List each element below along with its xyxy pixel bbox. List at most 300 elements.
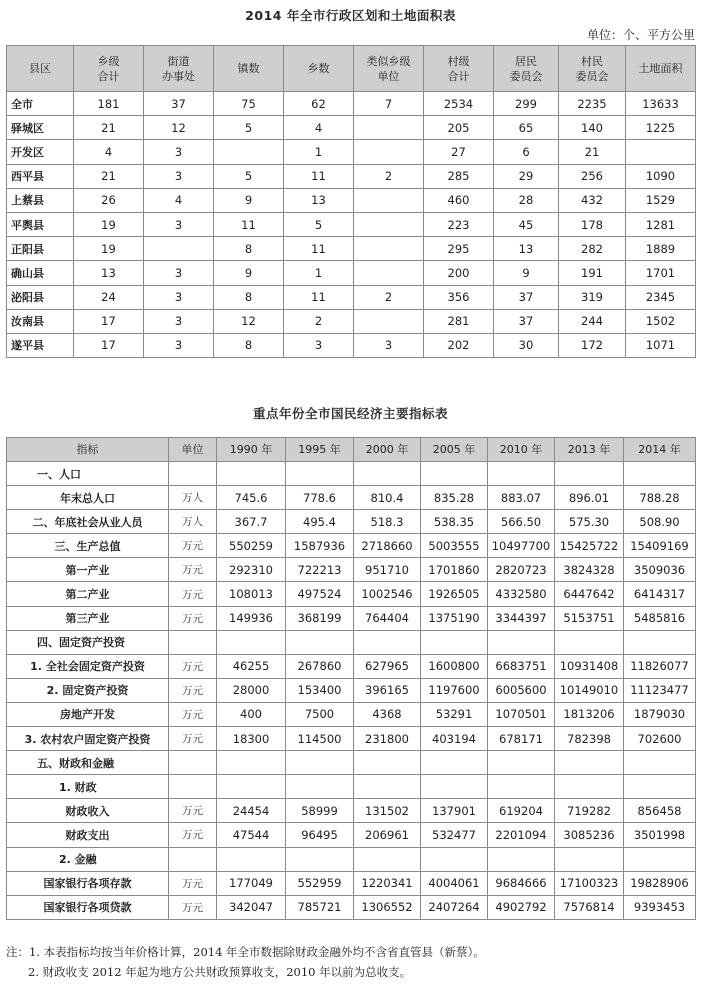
table-cell: 299 xyxy=(494,92,559,116)
table-row xyxy=(7,261,696,285)
table-cell xyxy=(286,847,354,871)
table-row xyxy=(7,534,696,558)
header-text: 办事处 xyxy=(162,69,195,83)
table-cell: 1889 xyxy=(626,237,696,261)
table-cell: 5153751 xyxy=(555,606,624,630)
table-cell xyxy=(217,847,286,871)
table-cell: 678171 xyxy=(488,727,555,751)
table-cell: 75 xyxy=(214,92,284,116)
table2-header-cell: 2013 年 xyxy=(555,438,624,462)
header-text: 合计 xyxy=(447,69,470,83)
table-cell: 15409169 xyxy=(624,534,696,558)
unit-cell: 万元 xyxy=(169,799,217,823)
table-cell: 295 xyxy=(424,237,494,261)
table-cell: 432 xyxy=(559,188,626,212)
table-cell: 3 xyxy=(144,309,214,333)
table-cell: 178 xyxy=(559,212,626,236)
table-cell: 835.28 xyxy=(421,486,488,510)
county-name-cell: 驿城区 xyxy=(7,116,74,140)
table-cell: 1926505 xyxy=(421,582,488,606)
table-cell: 202 xyxy=(424,333,494,357)
table-cell: 244 xyxy=(559,309,626,333)
table-cell xyxy=(286,751,354,775)
table-cell xyxy=(217,751,286,775)
table-cell: 367.7 xyxy=(217,510,286,534)
table-cell: 4902792 xyxy=(488,895,555,919)
table-cell: 778.6 xyxy=(286,486,354,510)
table-cell: 137901 xyxy=(421,799,488,823)
table1-header-cell xyxy=(626,46,696,92)
table-cell xyxy=(354,237,424,261)
county-name-cell: 遂平县 xyxy=(7,333,74,357)
header-text: 委员会 xyxy=(575,69,609,83)
table-cell: 9 xyxy=(214,188,284,212)
table-row xyxy=(7,237,696,261)
table-cell: 356 xyxy=(424,285,494,309)
table-cell: 2534 xyxy=(424,92,494,116)
table-cell: 518.3 xyxy=(354,510,421,534)
table-row xyxy=(7,582,696,606)
unit-cell: 万元 xyxy=(169,895,217,919)
table-cell xyxy=(624,847,696,871)
table-cell: 396165 xyxy=(354,678,421,702)
table-cell: 2 xyxy=(354,164,424,188)
indicator-name-cell: 年末总人口 xyxy=(7,486,169,510)
table-cell: 7576814 xyxy=(555,895,624,919)
indicator-name-cell: 二、年底社会从业人员 xyxy=(7,510,169,534)
table-cell: 18300 xyxy=(217,727,286,751)
table-cell xyxy=(354,140,424,164)
unit-cell: 万元 xyxy=(169,871,217,895)
table-row xyxy=(7,558,696,582)
header-text: 委员会 xyxy=(509,69,543,83)
table-cell: 17 xyxy=(74,309,144,333)
table-cell: 566.50 xyxy=(488,510,555,534)
table-cell: 6683751 xyxy=(488,654,555,678)
table1-header-cell xyxy=(144,46,214,92)
table-cell xyxy=(286,462,354,486)
table-cell xyxy=(626,140,696,164)
table-cell: 495.4 xyxy=(286,510,354,534)
table-cell: 368199 xyxy=(286,606,354,630)
table-cell xyxy=(488,751,555,775)
table1-header-cell xyxy=(7,46,74,92)
table-cell xyxy=(354,847,421,871)
table-cell xyxy=(488,462,555,486)
table-row xyxy=(7,486,696,510)
table-cell: 282 xyxy=(559,237,626,261)
table-cell: 6 xyxy=(494,140,559,164)
table-row xyxy=(7,212,696,236)
header-text: 乡级 xyxy=(97,54,120,68)
table-cell xyxy=(421,462,488,486)
table-cell: 7 xyxy=(354,92,424,116)
economic-indicators-table xyxy=(6,437,696,920)
county-name-cell: 全市 xyxy=(7,92,74,116)
table-cell: 4004061 xyxy=(421,871,488,895)
table-cell: 223 xyxy=(424,212,494,236)
table2-header-cell: 2000 年 xyxy=(354,438,421,462)
table-cell xyxy=(354,116,424,140)
table-cell: 231800 xyxy=(354,727,421,751)
table-row xyxy=(7,140,696,164)
table-cell: 2345 xyxy=(626,285,696,309)
table-cell: 131502 xyxy=(354,799,421,823)
table-cell: 281 xyxy=(424,309,494,333)
table-cell: 10149010 xyxy=(555,678,624,702)
table-cell: 37 xyxy=(494,309,559,333)
table-cell: 550259 xyxy=(217,534,286,558)
table-cell xyxy=(555,847,624,871)
county-name-cell: 平舆县 xyxy=(7,212,74,236)
table-row xyxy=(7,116,696,140)
table-cell: 619204 xyxy=(488,799,555,823)
table-cell: 1502 xyxy=(626,309,696,333)
table-cell xyxy=(354,751,421,775)
table-cell: 28000 xyxy=(217,678,286,702)
table-cell: 292310 xyxy=(217,558,286,582)
indicator-name-cell: 第二产业 xyxy=(7,582,169,606)
table-cell: 1002546 xyxy=(354,582,421,606)
table-cell: 11 xyxy=(284,164,354,188)
table-cell: 13 xyxy=(74,261,144,285)
table-cell: 256 xyxy=(559,164,626,188)
table-row xyxy=(7,751,696,775)
table-cell: 3 xyxy=(144,140,214,164)
table-cell: 342047 xyxy=(217,895,286,919)
table-cell: 58999 xyxy=(286,799,354,823)
unit-cell: 万元 xyxy=(169,702,217,726)
table1-header-cell xyxy=(494,46,559,92)
header-text: 合计 xyxy=(97,69,120,83)
indicator-name-cell: 国家银行各项存款 xyxy=(7,871,169,895)
table-cell: 810.4 xyxy=(354,486,421,510)
table-cell: 4332580 xyxy=(488,582,555,606)
table-cell: 3 xyxy=(144,261,214,285)
table-cell: 856458 xyxy=(624,799,696,823)
table-cell xyxy=(354,261,424,285)
table-cell: 17 xyxy=(74,333,144,357)
table-cell xyxy=(214,140,284,164)
table-cell: 403194 xyxy=(421,727,488,751)
table-cell: 30 xyxy=(494,333,559,357)
county-name-cell: 开发区 xyxy=(7,140,74,164)
indicator-name-cell: 1. 全社会固定资产投资 xyxy=(7,654,169,678)
table2-header-cell: 单位 xyxy=(169,438,217,462)
table-cell: 96495 xyxy=(286,823,354,847)
table-cell: 1 xyxy=(284,140,354,164)
indicator-name-cell: 四、固定资产投资 xyxy=(7,630,169,654)
table-cell: 319 xyxy=(559,285,626,309)
table-cell xyxy=(354,775,421,799)
table-cell: 1225 xyxy=(626,116,696,140)
table-cell: 2718660 xyxy=(354,534,421,558)
table-cell: 153400 xyxy=(286,678,354,702)
table-cell: 17100323 xyxy=(555,871,624,895)
table-cell: 3 xyxy=(144,164,214,188)
table-cell: 785721 xyxy=(286,895,354,919)
table-cell: 10931408 xyxy=(555,654,624,678)
table-cell: 2235 xyxy=(559,92,626,116)
table1-header-cell xyxy=(74,46,144,92)
county-name-cell: 汝南县 xyxy=(7,309,74,333)
table-row xyxy=(7,285,696,309)
table-cell: 8 xyxy=(214,285,284,309)
unit-cell: 万元 xyxy=(169,582,217,606)
header-text: 镇数 xyxy=(237,62,260,75)
table-cell: 53291 xyxy=(421,702,488,726)
table-cell: 24 xyxy=(74,285,144,309)
table-cell: 1701 xyxy=(626,261,696,285)
unit-cell: 万人 xyxy=(169,486,217,510)
table-cell: 4 xyxy=(74,140,144,164)
indicator-name-cell: 三、生产总值 xyxy=(7,534,169,558)
table-cell: 4 xyxy=(284,116,354,140)
county-name-cell: 西平县 xyxy=(7,164,74,188)
unit-cell: 万元 xyxy=(169,823,217,847)
indicator-name-cell: 第一产业 xyxy=(7,558,169,582)
table-cell: 11826077 xyxy=(624,654,696,678)
table-cell: 8 xyxy=(214,237,284,261)
county-name-cell: 确山县 xyxy=(7,261,74,285)
table-cell: 460 xyxy=(424,188,494,212)
footnote-2: 2. 财政收支 2012 年起为地方公共财政预算收支，2010 年以前为总收支。 xyxy=(28,965,412,979)
table-cell: 1813206 xyxy=(555,702,624,726)
table-cell: 10497700 xyxy=(488,534,555,558)
table-cell: 1529 xyxy=(626,188,696,212)
table-cell: 2201094 xyxy=(488,823,555,847)
table-cell: 3824328 xyxy=(555,558,624,582)
header-text: 单位 xyxy=(377,69,400,83)
table-cell: 951710 xyxy=(354,558,421,582)
footnote-1: 注：1. 本表指标均按当年价格计算，2014 年全市数据除财政金融外均不含省直管县（新蔡）。 xyxy=(6,945,485,959)
table-cell: 3 xyxy=(144,212,214,236)
table-cell xyxy=(286,630,354,654)
table-cell xyxy=(354,462,421,486)
table-cell: 2407264 xyxy=(421,895,488,919)
unit-cell xyxy=(169,847,217,871)
table-cell xyxy=(421,751,488,775)
table-cell: 5 xyxy=(284,212,354,236)
table-cell: 3344397 xyxy=(488,606,555,630)
indicator-name-cell: 2. 金融 xyxy=(7,847,169,871)
table-cell: 24454 xyxy=(217,799,286,823)
table-cell: 400 xyxy=(217,702,286,726)
table-cell: 21 xyxy=(74,116,144,140)
table-cell: 2820723 xyxy=(488,558,555,582)
table-row xyxy=(7,678,696,702)
table-cell: 21 xyxy=(74,164,144,188)
table-cell xyxy=(488,847,555,871)
table-cell: 4 xyxy=(144,188,214,212)
table-cell: 5485816 xyxy=(624,606,696,630)
table-cell: 65 xyxy=(494,116,559,140)
table-cell: 3 xyxy=(144,333,214,357)
table-cell: 5003555 xyxy=(421,534,488,558)
table-row xyxy=(7,333,696,357)
table-cell: 12 xyxy=(214,309,284,333)
unit-cell: 万元 xyxy=(169,558,217,582)
header-text: 土地面积 xyxy=(638,62,683,75)
table-cell: 285 xyxy=(424,164,494,188)
table-row xyxy=(7,775,696,799)
unit-cell: 万元 xyxy=(169,606,217,630)
table-cell: 3509036 xyxy=(624,558,696,582)
table-cell: 1306552 xyxy=(354,895,421,919)
indicator-name-cell: 1. 财政 xyxy=(7,775,169,799)
table-cell: 745.6 xyxy=(217,486,286,510)
table1-unit-note: 单位：个、平方公里 xyxy=(586,28,695,42)
table-cell: 177049 xyxy=(217,871,286,895)
table-cell: 3501998 xyxy=(624,823,696,847)
table-cell: 45 xyxy=(494,212,559,236)
unit-cell xyxy=(169,630,217,654)
indicator-name-cell: 房地产开发 xyxy=(7,702,169,726)
unit-cell: 万元 xyxy=(169,534,217,558)
table-cell xyxy=(286,775,354,799)
table-cell: 719282 xyxy=(555,799,624,823)
table-cell: 108013 xyxy=(217,582,286,606)
table-cell xyxy=(217,462,286,486)
table1-header-cell xyxy=(284,46,354,92)
table-cell: 722213 xyxy=(286,558,354,582)
table-cell: 1879030 xyxy=(624,702,696,726)
header-text: 类似乡级 xyxy=(366,54,411,68)
table-cell: 1197600 xyxy=(421,678,488,702)
table-cell: 1220341 xyxy=(354,871,421,895)
table-cell: 9393453 xyxy=(624,895,696,919)
table-cell: 4368 xyxy=(354,702,421,726)
unit-cell xyxy=(169,751,217,775)
unit-cell xyxy=(169,462,217,486)
table-cell: 206961 xyxy=(354,823,421,847)
table-cell: 1600800 xyxy=(421,654,488,678)
table-cell: 11 xyxy=(214,212,284,236)
table-cell: 140 xyxy=(559,116,626,140)
table-row xyxy=(7,799,696,823)
table-cell: 538.35 xyxy=(421,510,488,534)
indicator-name-cell: 3. 农村农户固定资产投资 xyxy=(7,727,169,751)
table-cell: 6447642 xyxy=(555,582,624,606)
table-cell xyxy=(421,775,488,799)
table-cell xyxy=(624,751,696,775)
table-cell: 5 xyxy=(214,164,284,188)
header-text: 村民 xyxy=(581,54,603,68)
indicator-name-cell: 财政收入 xyxy=(7,799,169,823)
table-row xyxy=(7,823,696,847)
header-text: 居民 xyxy=(515,54,537,68)
table2-header-cell: 1990 年 xyxy=(217,438,286,462)
table-cell: 782398 xyxy=(555,727,624,751)
table-cell: 1071 xyxy=(626,333,696,357)
table-row xyxy=(7,188,696,212)
table-cell: 181 xyxy=(74,92,144,116)
table-cell xyxy=(354,630,421,654)
table-cell: 28 xyxy=(494,188,559,212)
table2-header-cell: 指标 xyxy=(7,438,169,462)
unit-cell xyxy=(169,775,217,799)
table2-header-cell: 2005 年 xyxy=(421,438,488,462)
table-cell xyxy=(488,630,555,654)
table-cell: 6414317 xyxy=(624,582,696,606)
header-text: 县区 xyxy=(29,62,51,75)
table-cell: 13 xyxy=(284,188,354,212)
table-row xyxy=(7,309,696,333)
table2-header-cell: 2010 年 xyxy=(488,438,555,462)
indicator-name-cell: 五、财政和金融 xyxy=(7,751,169,775)
table1-header-cell xyxy=(214,46,284,92)
indicator-name-cell: 一、人口 xyxy=(7,462,169,486)
table-cell: 1 xyxy=(284,261,354,285)
table-cell: 896.01 xyxy=(555,486,624,510)
table-cell: 13633 xyxy=(626,92,696,116)
table-cell: 200 xyxy=(424,261,494,285)
table-row xyxy=(7,847,696,871)
table-cell: 9 xyxy=(214,261,284,285)
table-cell xyxy=(555,462,624,486)
unit-cell: 万人 xyxy=(169,510,217,534)
table1-header-cell xyxy=(354,46,424,92)
table-cell: 19 xyxy=(74,237,144,261)
table-cell xyxy=(421,847,488,871)
table2-title: 重点年份全市国民经济主要指标表 xyxy=(252,406,448,421)
table-cell: 508.90 xyxy=(624,510,696,534)
county-name-cell: 上蔡县 xyxy=(7,188,74,212)
table-cell: 47544 xyxy=(217,823,286,847)
table-cell: 11 xyxy=(284,285,354,309)
table-row xyxy=(7,510,696,534)
table-cell: 497524 xyxy=(286,582,354,606)
table-cell: 19828906 xyxy=(624,871,696,895)
table-cell: 267860 xyxy=(286,654,354,678)
indicator-name-cell: 财政支出 xyxy=(7,823,169,847)
table-cell: 1070501 xyxy=(488,702,555,726)
table1-header-cell xyxy=(424,46,494,92)
table-cell: 9684666 xyxy=(488,871,555,895)
indicator-name-cell: 2. 固定资产投资 xyxy=(7,678,169,702)
table-cell: 29 xyxy=(494,164,559,188)
table-row xyxy=(7,164,696,188)
table-cell xyxy=(624,462,696,486)
table-cell: 7500 xyxy=(286,702,354,726)
table-cell: 46255 xyxy=(217,654,286,678)
table1-header-cell xyxy=(559,46,626,92)
table-cell: 12 xyxy=(144,116,214,140)
table-cell xyxy=(354,212,424,236)
table-cell: 11123477 xyxy=(624,678,696,702)
table-cell xyxy=(555,630,624,654)
table-cell: 2 xyxy=(284,309,354,333)
table-cell: 21 xyxy=(559,140,626,164)
table-cell: 172 xyxy=(559,333,626,357)
table-row xyxy=(7,727,696,751)
indicator-name-cell: 国家银行各项贷款 xyxy=(7,895,169,919)
county-name-cell: 正阳县 xyxy=(7,237,74,261)
table-cell: 27 xyxy=(424,140,494,164)
table-cell xyxy=(144,237,214,261)
table-cell xyxy=(217,630,286,654)
admin-division-table xyxy=(6,45,696,358)
table-row xyxy=(7,654,696,678)
unit-cell: 万元 xyxy=(169,678,217,702)
table-cell: 15425722 xyxy=(555,534,624,558)
table-cell xyxy=(624,775,696,799)
table-cell: 627965 xyxy=(354,654,421,678)
table2-header-cell: 1995 年 xyxy=(286,438,354,462)
table-cell: 552959 xyxy=(286,871,354,895)
table-cell: 26 xyxy=(74,188,144,212)
table-cell: 1281 xyxy=(626,212,696,236)
